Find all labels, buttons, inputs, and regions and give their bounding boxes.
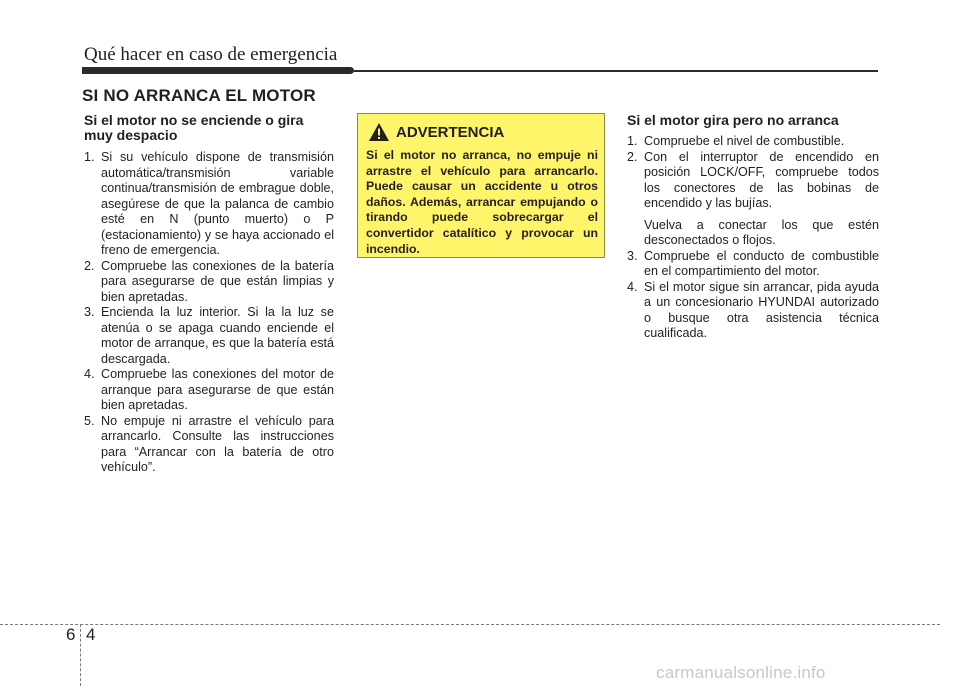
left-column-heading: Si el motor no se enciende o gira muy despacio [84, 112, 304, 143]
list-item [627, 134, 879, 150]
list-item [84, 150, 334, 259]
list-item [84, 259, 334, 306]
item-number: 1. [627, 134, 638, 148]
item-text: No empuje ni arrastre el vehículo para arrancarlo. Consulte las instrucciones para “Arrancar con la batería de otro vehículo”. [101, 413, 334, 474]
warning-box [357, 113, 605, 258]
chapter-title: Qué hacer en caso de emergencia [84, 44, 338, 65]
item-text: Compruebe las conexiones del motor de arranque para asegurarse de que están bien apretadas. [101, 367, 334, 412]
item-text: Compruebe las conexiones de la batería para asegurarse de que están limpias y bien apretadas. [101, 258, 334, 304]
right-steps-list [627, 134, 879, 342]
header-bar [82, 67, 354, 74]
item-number: 2. [84, 258, 95, 273]
footer-rule [0, 624, 940, 625]
section-title: SI NO ARRANCA EL MOTOR [82, 86, 316, 105]
item-text: Compruebe el nivel de combustible. [644, 134, 845, 148]
list-item [627, 249, 879, 280]
list-item [627, 150, 879, 249]
warning-text: Si el motor no arranca, no empuje ni arrastre el vehículo para arrancarlo. Puede causar un accidente u otros daños. Además, arrancar empujando o tirando puede sobrecargar el convertidor catalítico y provocar un incendio. [366, 148, 598, 256]
list-item [84, 367, 334, 414]
warning-triangle-icon [368, 122, 390, 142]
item-number: 4. [627, 279, 638, 294]
item-note: Vuelva a conectar los que estén desconectados o flojos. [644, 217, 879, 247]
item-number: 3. [627, 248, 638, 263]
page-number: 4 [86, 625, 96, 644]
list-item [84, 305, 334, 367]
header-rule [354, 70, 878, 72]
list-item [627, 280, 879, 342]
warning-title: ADVERTENCIA [396, 123, 505, 141]
item-text: Encienda la luz interior. Si la la luz se atenúa o se apaga cuando enciende el motor de arranque, es que la batería está descargada. [101, 305, 334, 366]
list-item [84, 414, 334, 476]
item-text: Si su vehículo dispone de transmisión automática/transmisión variable continua/transmisión de embrague doble, asegúrese de que la palanca de cambio esté en N (punto muerto) o P (estacionamiento) y se haya accionado el freno de emergencia. [101, 150, 334, 257]
left-column [84, 113, 334, 476]
item-number: 5. [84, 413, 95, 428]
left-steps-list [84, 150, 334, 476]
watermark: carmanualsonline.info [656, 663, 826, 682]
item-number: 1. [84, 150, 95, 164]
footer-divider [80, 624, 81, 686]
right-column-heading: Si el motor gira pero no arranca [627, 112, 839, 128]
chapter-number: 6 [66, 625, 76, 644]
item-number: 4. [84, 367, 95, 381]
item-text: Con el interruptor de encendido en posición LOCK/OFF, compruebe todos los conectores de las bobinas de encendido y las bujías. [644, 149, 879, 210]
item-text: Si el motor sigue sin arrancar, pida ayuda a un concesionario HYUNDAI autorizado o busque otra asistencia técnica cualificada. [644, 279, 879, 340]
item-text: Compruebe el conducto de combustible en el compartimiento del motor. [644, 248, 879, 278]
item-number: 2. [627, 149, 638, 164]
warning-header [368, 122, 504, 142]
item-number: 3. [84, 305, 95, 319]
right-column [627, 113, 879, 342]
